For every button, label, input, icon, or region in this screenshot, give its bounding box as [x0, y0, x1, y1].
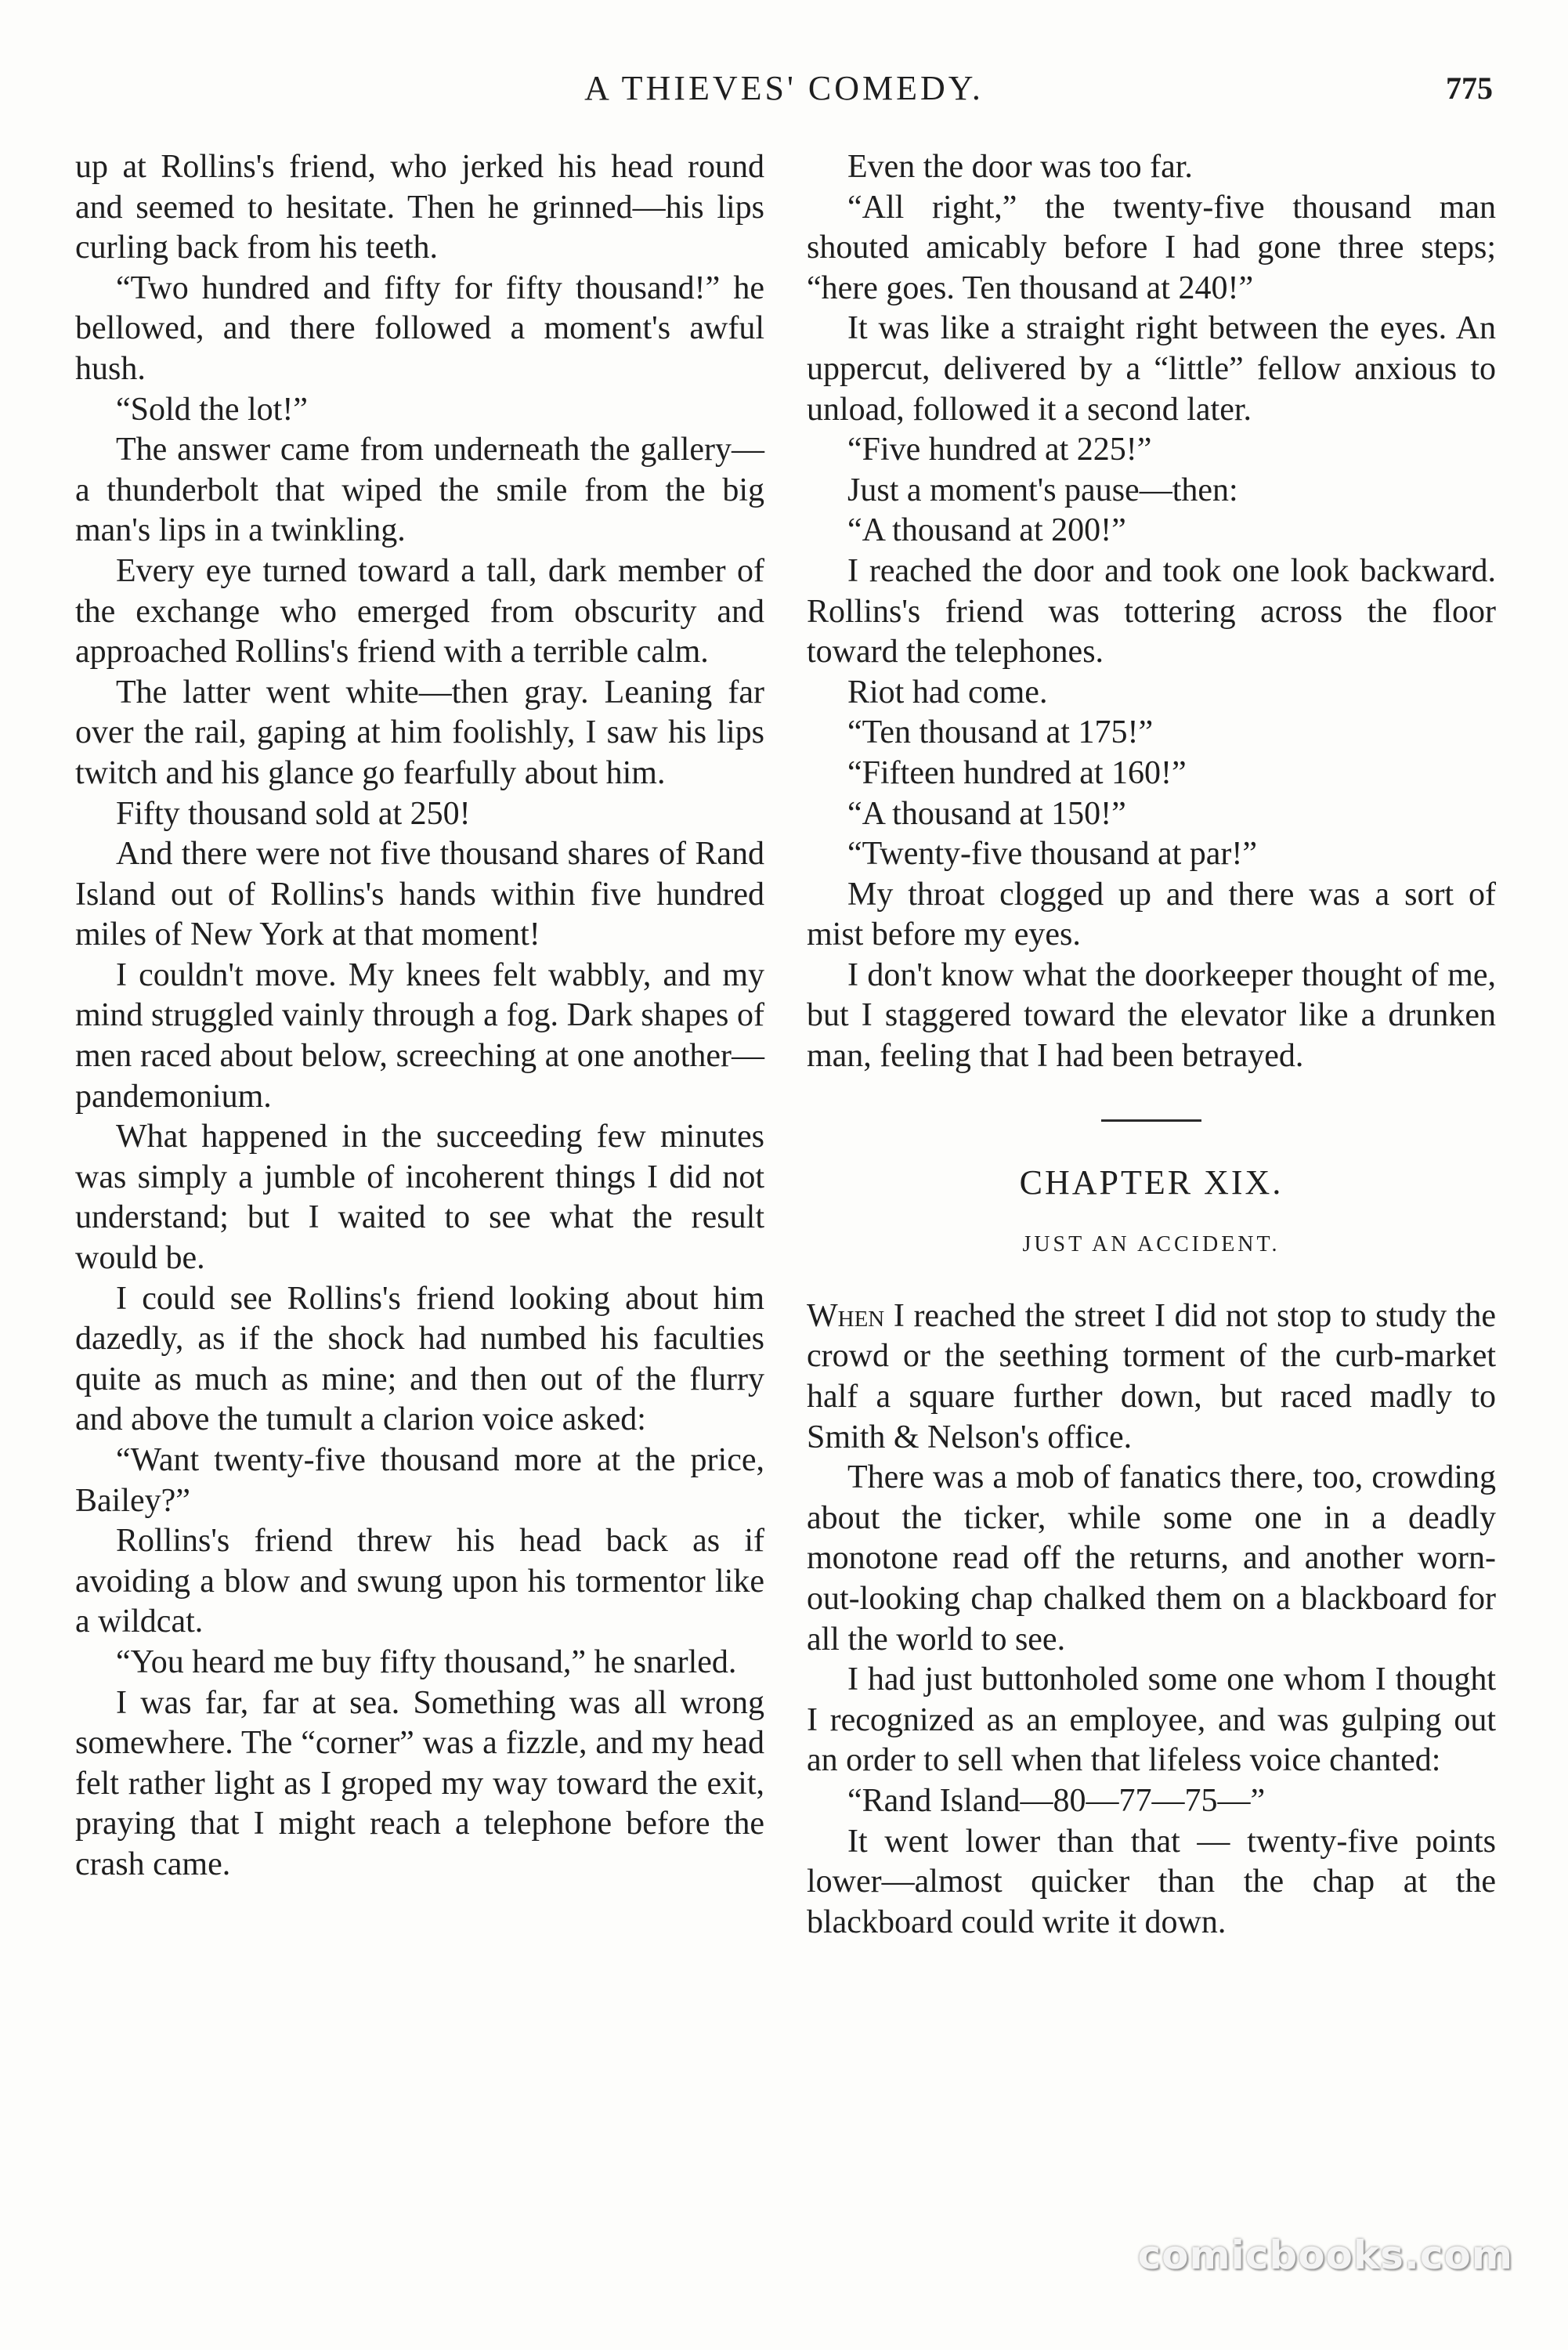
paragraph: I couldn't move. My knees felt wabbly, and my mind struggled vainly through a fog. Dark shapes of men raced about below, screeching at one another—pandemonium. [75, 956, 764, 1115]
paragraph: up at Rollins's friend, who jerked his head round and seemed to hesitate. Then he grinned—his lips curling back from his teeth. [75, 149, 764, 266]
paragraph: What happened in the succeeding few minutes was simply a jumble of incoherent things I did not understand; but I waited to see what the result would be. [75, 1119, 764, 1277]
paragraph: “A thousand at 200!” [847, 512, 1126, 549]
page-header [0, 61, 1568, 116]
paragraph: “All right,” the twenty-five thousand man shouted amicably before I had gone three steps; “here goes. Ten thousand at 240!” [807, 189, 1496, 306]
paragraph: Rollins's friend threw his head back as if avoiding a blow and swung upon his tormentor like a wildcat. [75, 1523, 764, 1640]
right-column-top [807, 147, 1496, 1077]
right-column-bottom [807, 1458, 1496, 1943]
paragraph: “Want twenty-five thousand more at the price, Bailey?” [75, 1442, 764, 1519]
paragraph: I was far, far at sea. Something was all wrong somewhere. The “corner” was a fizzle, and my head felt rather light as I groped my way toward the exit, praying that I might reach a telephone before the crash came. [75, 1684, 764, 1882]
paragraph: There was a mob of fanatics there, too, crowding about the ticker, while some one in a deadly monotone read off the returns, and another worn-out-looking chap chalked them on a blackboard for all the world to see. [807, 1459, 1496, 1658]
paragraph: My throat clogged up and there was a sort of mist before my eyes. [807, 876, 1496, 953]
paragraph: “Ten thousand at 175!” [847, 714, 1154, 751]
paragraph: And there were not five thousand shares of Rand Island out of Rollins's hands within five hundred miles of New York at that moment! [75, 836, 764, 953]
paragraph: “You heard me buy fifty thousand,” he snarled. [116, 1643, 737, 1680]
right-column [807, 147, 1496, 1943]
chapter-opening-paragraph [807, 1296, 1496, 1458]
paragraph: “Rand Island—80—77—75—” [847, 1782, 1266, 1819]
paragraph: I could see Rollins's friend looking about him dazedly, as if the shock had numbed his faculties quite as much as mine; and then out of the flurry and above the tumult a clarion voice asked: [75, 1280, 764, 1438]
paragraph: Riot had come. [847, 674, 1048, 710]
paragraph: Even the door was too far. [847, 149, 1193, 185]
chapter-subtitle: JUST AN ACCIDENT. [1022, 1232, 1281, 1257]
paragraph: It went lower than that — twenty-five points lower—almost quicker than the chap at the blackboard could write it down. [807, 1823, 1496, 1940]
paragraph: “Five hundred at 225!” [847, 432, 1152, 468]
lead-rest: I reached the street I did not stop to study the crowd or the seething torment of the curb-market half a square further down, but raced madly to Smith & Nelson's office. [807, 1297, 1496, 1455]
paragraph: “Sold the lot!” [116, 391, 308, 428]
paragraph: I don't know what the doorkeeper thought of me, but I staggered toward the elevator like a drunken man, feeling that I had been betrayed. [807, 956, 1496, 1075]
paragraph: I had just buttonholed some one whom I thought I recognized as an employee, and was gulping out an order to sell when that lifeless voice chanted: [807, 1661, 1496, 1779]
paragraph: It was like a straight right between the eyes. An uppercut, delivered by a “little” fellow anxious to unload, followed it a second later. [807, 310, 1496, 428]
paragraph: Every eye turned toward a tall, dark member of the exchange who emerged from obscurity and approached Rollins's friend with a terrible calm. [75, 552, 764, 671]
paragraph: I reached the door and took one look backward. Rollins's friend was tottering across the floor toward the telephones. [807, 552, 1496, 671]
paragraph: “A thousand at 150!” [847, 795, 1126, 832]
paragraph: “Fifteen hundred at 160!” [847, 754, 1187, 791]
running-title: A THIEVES' COMEDY. [584, 69, 984, 107]
page-number: 775 [1446, 70, 1493, 106]
lead-word: When [807, 1297, 885, 1334]
left-column [75, 147, 764, 1885]
watermark-logo: comicbooks.com [1137, 2232, 1513, 2278]
section-divider [1101, 1119, 1201, 1122]
paragraph: The latter went white—then gray. Leaning far over the rail, gaping at him foolishly, I saw his lips twitch and his glance go fearfully about him. [75, 674, 764, 791]
paragraph: The answer came from underneath the gallery—a thunderbolt that wiped the smile from the big man's lips in a twinkling. [75, 432, 764, 549]
chapter-title: CHAPTER XIX. [1019, 1162, 1284, 1202]
paragraph: Fifty thousand sold at 250! [116, 795, 471, 832]
paragraph: “Twenty-five thousand at par!” [847, 836, 1258, 873]
paragraph: Just a moment's pause—then: [847, 472, 1238, 508]
paragraph: “Two hundred and fifty for fifty thousand!” he bellowed, and there followed a moment's awful hush. [75, 269, 764, 387]
